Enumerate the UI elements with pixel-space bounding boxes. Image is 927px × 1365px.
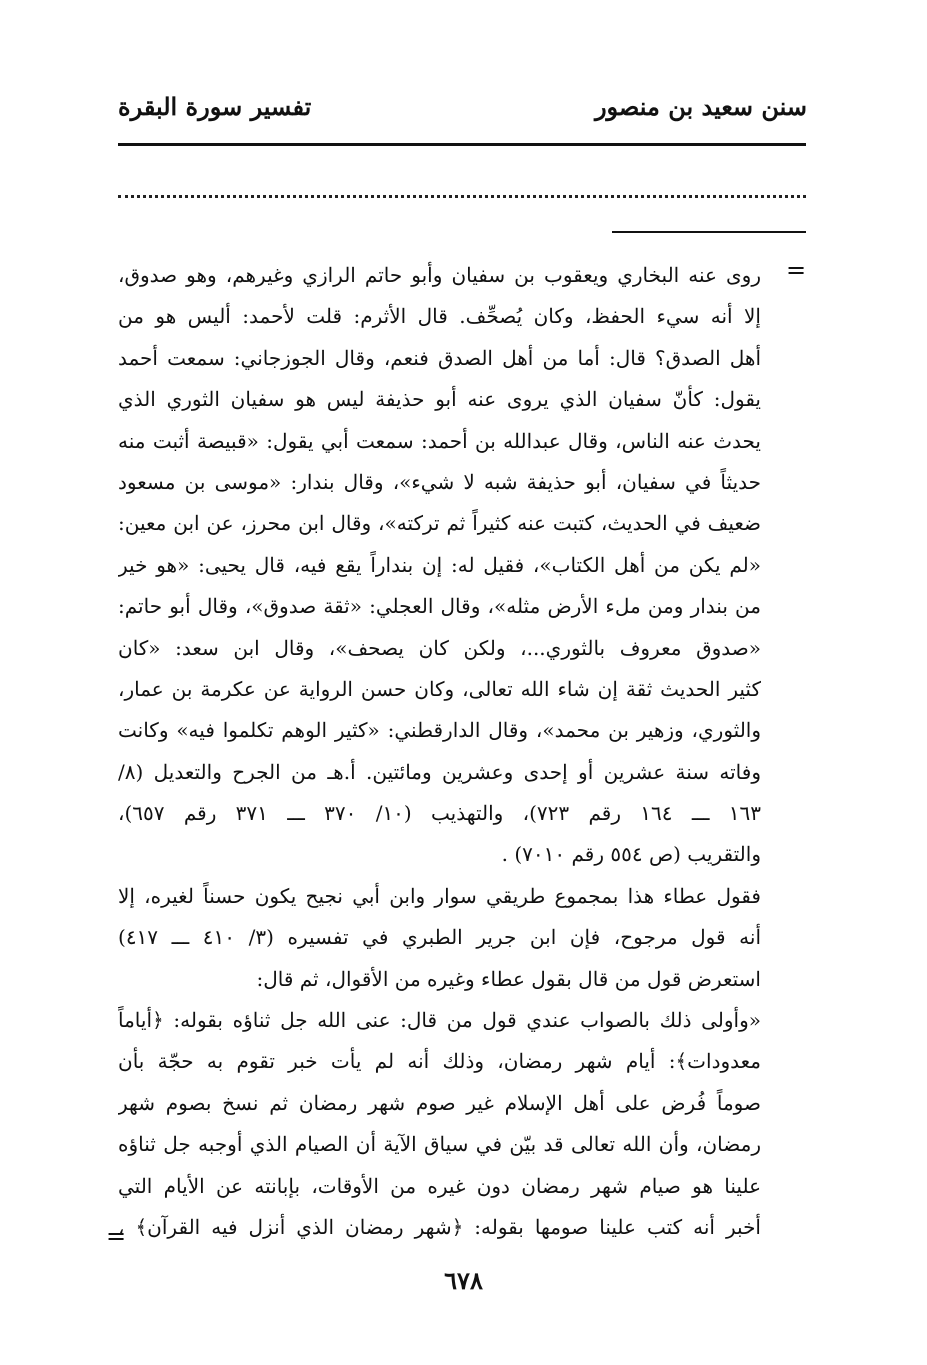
text-line: والثوري، وزهير بن محمد»، وقال الدارقطني: «كثير الوهم تكلموا فيه» وكانت <box>118 718 761 743</box>
section-title: تفسير سورة البقرة <box>118 92 312 121</box>
text-line: يقول: كأنّ سفيان الذي يروى عنه أبو حذيفة ليس هو سفيان الثوري الذي <box>118 387 761 412</box>
text-line: معدودات﴾: أيام شهر رمضان، وذلك أنه لم يأت خبر تقوم به حجّة بأن <box>118 1049 761 1074</box>
text-line: «صدوق معروف بالثوري...، ولكن كان يصحف»، وقال ابن سعد: «كان <box>118 635 761 660</box>
dotted-separator <box>118 195 806 198</box>
text-line: رمضان، وأن الله تعالى قد بيّن في سياق الآية أن الصيام الذي أوجبه جل ثناؤه <box>118 1132 761 1157</box>
footnote-rule <box>612 231 806 233</box>
text-line: صوماً فُرض على أهل الإسلام غير صوم شهر رمضان ثم نسخ بصوم شهر <box>118 1090 761 1115</box>
text-line: روى عنه البخاري ويعقوب بن سفيان وأبو حاتم الرازي وغيرهم، وهو صدوق، <box>118 263 761 287</box>
continuation-mark-bottom: = <box>106 1222 127 1250</box>
page-number: ٦٧٨ <box>444 1266 483 1295</box>
book-title: سنن سعيد بن منصور <box>594 92 807 121</box>
text-line: وفاته سنة عشرين أو إحدى وعشرين ومائتين. أ.هـ من الجرح والتعديل (٨/ <box>118 759 761 784</box>
text-line: ضعيف في الحديث، كتبت عنه كثيراً ثم تركته»، وقال ابن محرز، عن ابن معين: <box>118 511 761 536</box>
text-line: أهل الصدق؟ قال: أما من أهل الصدق فنعم، وقال الجوزجاني: سمعت أحمد <box>118 345 761 370</box>
text-line: «لم يكن من أهل الكتاب»، فقيل له: إن بنداراً يقع فيه، قال يحيى: «هو خير <box>118 552 761 577</box>
footnote-text <box>118 255 761 1248</box>
text-line: «وأولى ذلك بالصواب عندي قول من قال: عنى الله جل ثناؤه بقوله: ﴿أياماً <box>118 1008 761 1033</box>
text-line: أنه قول مرجوح، فإن ابن جرير الطبري في تفسيره (٣/ ٤١٠ ـــ ٤١٧) <box>118 925 761 950</box>
text-line: استعرض قول من قال بقول عطاء وغيره من الأقوال، ثم قال: <box>256 966 761 991</box>
text-line: حديثاً في سفيان، أبو حذيفة شبه لا شيء»، وقال بندار: «موسى بن مسعود <box>118 469 761 494</box>
text-line: فقول عطاء هذا بمجموع طريقي سوار وابن أبي نجيح يكون حسناً لغيره، إلا <box>118 883 761 908</box>
text-line: أخبر أنه كتب علينا صومها بقوله: ﴿شهر رمضان الذي أنزل فيه القرآن﴾ ، <box>118 1214 761 1239</box>
text-line: من بندار ومن ملء الأرض مثله»، وقال العجلي: «ثقة صدوق»، وقال أبو حاتم: <box>118 594 761 619</box>
text-line: كثير الحديث ثقة إن شاء الله تعالى، وكان حسن الرواية عن عكرمة بن عمار، <box>118 676 761 701</box>
text-line: علينا هو صيام شهر رمضان دون غيره من الأوقات، بإبانته عن الأيام التي <box>118 1173 761 1198</box>
text-line: والتقريب (ص ٥٥٤ رقم ٧٠١٠) . <box>501 842 761 867</box>
text-line: ١٦٣ ـــ ١٦٤ رقم ٧٢٣)، والتهذيب (١٠/ ٣٧٠ ـــ ٣٧١ رقم ٦٥٧)، <box>118 801 761 826</box>
continuation-mark-top: = <box>786 256 807 284</box>
header-rule <box>118 143 806 146</box>
text-line: إلا أنه سيء الحفظ، وكان يُصحِّف. قال الأثرم: قلت لأحمد: أليس هو من <box>118 304 761 329</box>
text-line: يحدث عنه الناس، وقال عبدالله بن أحمد: سمعت أبي يقول: «قبيصة أثبت منه <box>118 428 761 453</box>
